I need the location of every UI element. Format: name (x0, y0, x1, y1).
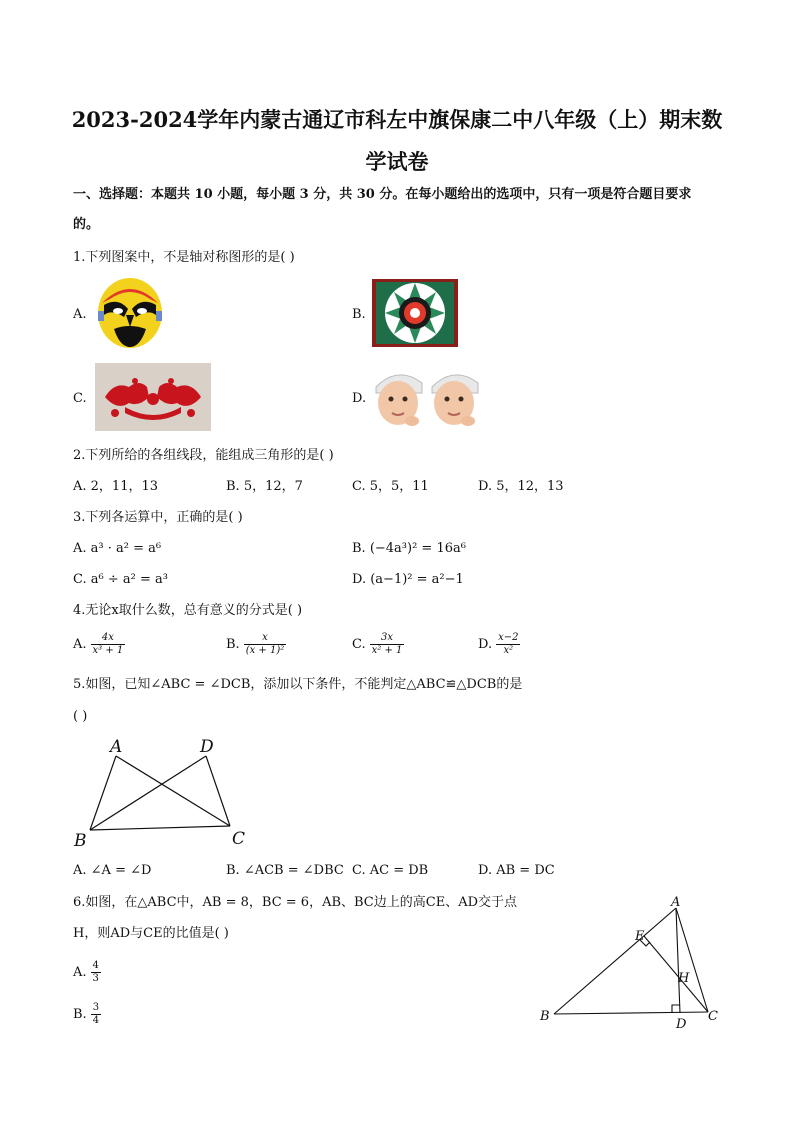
q2-stem: 2.下列所给的各组线段，能组成三角形的是( ) (73, 448, 334, 463)
q6-label-d: D (676, 1017, 687, 1032)
q4-option-c-fraction (370, 632, 405, 657)
q5-option-b: B. ∠ACB = ∠DBC (226, 863, 344, 878)
q5-paren: ( ) (73, 709, 88, 724)
segment-ce (644, 936, 708, 1012)
q4-option-c (352, 632, 404, 657)
segment-cd (206, 756, 230, 826)
fraction-numerator: 4 (92, 960, 99, 971)
q5-label-c: C (232, 829, 246, 849)
section-heading-line2: 的。 (73, 217, 100, 232)
red-paper-cut-birds-image (95, 363, 211, 431)
two-baby-photos-image (372, 363, 482, 431)
q6-label-b: B (540, 1009, 550, 1024)
segment-ad (676, 908, 680, 1013)
q1-option-c-label: C. (73, 391, 87, 406)
segment-bc (554, 1012, 708, 1014)
q5-option-d: D. AB = DC (478, 863, 555, 878)
q6-option-b-fraction (91, 1002, 101, 1027)
segment-ac (116, 756, 230, 826)
q4-option-b-fraction (244, 632, 287, 657)
exam-title-line2: 学试卷 (365, 149, 429, 174)
q6-label-a: A (671, 895, 681, 910)
exam-title-line1: 2023-2024学年内蒙古通辽市科左中旗保康二中八年级（上）期末数 (71, 107, 723, 132)
fraction-numerator: 3 (92, 1002, 100, 1013)
q6-label-e: E (635, 929, 645, 944)
fraction-denominator: x² (496, 644, 520, 657)
q2-option-b: B. 5，12，7 (226, 479, 303, 494)
fraction-numerator: 3x (380, 632, 393, 643)
q6-option-b (73, 1002, 101, 1027)
fraction-denominator: 3 (92, 973, 99, 984)
q3-option-b: B. (−4a³)² = 16a⁶ (352, 541, 466, 556)
q2-option-a: A. 2，11，13 (73, 479, 159, 494)
fraction-denominator: (x + 1)² (245, 645, 285, 656)
q4-option-a (73, 632, 125, 657)
segment-ba (554, 908, 676, 1014)
fraction-numerator: x (262, 632, 268, 643)
q4-option-d-label: D. (478, 636, 493, 652)
section-heading-line1: 一、选择题：本题共 10 小题，每小题 3 分，共 30 分。在每小题给出的选项中，只有一项是符合题目要求 (73, 187, 692, 202)
q1-option-d-label: D. (352, 391, 367, 406)
q4-option-a-label: A. (73, 636, 87, 652)
q3-option-d: D. (a−1)² = a²−1 (352, 572, 464, 587)
q4-option-c-label: C. (352, 636, 366, 652)
segment-ab (90, 756, 116, 830)
q4-stem: 4.无论x取什么数，总有意义的分式是( ) (73, 603, 303, 618)
segment-bc (90, 826, 230, 830)
fraction-denominator: 4 (92, 1015, 100, 1026)
right-angle-d (672, 1005, 680, 1013)
q5-option-a: A. ∠A = ∠D (73, 863, 152, 878)
q6-figure (536, 892, 726, 1032)
q5-stem: 5.如图，已知∠ABC = ∠DCB，添加以下条件，不能判定△ABC≌△DCB的是 (73, 677, 523, 692)
q2-option-c: C. 5，5，11 (352, 479, 429, 494)
q1-stem: 1.下列图案中，不是轴对称图形的是( ) (73, 250, 295, 265)
q4-option-d (478, 632, 520, 657)
q4-option-d-fraction (496, 632, 520, 657)
fraction-denominator: x³ + 1 (92, 645, 124, 656)
q3-stem: 3.下列各运算中，正确的是( ) (73, 510, 243, 525)
q5-label-b: B (74, 831, 87, 851)
q5-option-c: C. AC = DB (352, 863, 429, 878)
fraction-denominator: x² + 1 (371, 645, 403, 656)
q6-label-c: C (708, 1009, 718, 1024)
fraction-numerator: 4x (101, 632, 114, 643)
q3-option-a: A. a³ · a² = a⁶ (73, 541, 162, 556)
peking-opera-mask-image (90, 275, 170, 350)
q5-figure (70, 734, 260, 852)
q6-option-b-label: B. (73, 1006, 87, 1022)
q2-option-d: D. 5，12，13 (478, 479, 564, 494)
q6-option-a-label: A. (73, 964, 87, 980)
q5-label-d: D (200, 737, 214, 757)
q6-option-a-fraction (91, 960, 101, 985)
q5-label-a: A (110, 737, 123, 757)
q6-stem-line1: 6.如图，在△ABC中，AB = 8，BC = 6，AB、BC边上的高CE、AD交于点 (73, 895, 517, 910)
q6-stem-line2: H，则AD与CE的比值是( ) (73, 926, 229, 941)
segment-db (90, 756, 206, 830)
q6-label-h: H (678, 971, 690, 986)
segment-ac (676, 908, 708, 1012)
q1-option-b-label: B. (352, 307, 366, 322)
q4-option-b-label: B. (226, 636, 240, 652)
q1-option-a-label: A. (73, 307, 87, 322)
geometric-rosette-image (372, 279, 458, 347)
q4-option-b (226, 632, 286, 657)
q6-option-a (73, 960, 101, 985)
fraction-numerator: x−2 (498, 632, 519, 643)
q3-option-c: C. a⁶ ÷ a² = a³ (73, 572, 168, 587)
q4-option-a-fraction (91, 632, 126, 657)
